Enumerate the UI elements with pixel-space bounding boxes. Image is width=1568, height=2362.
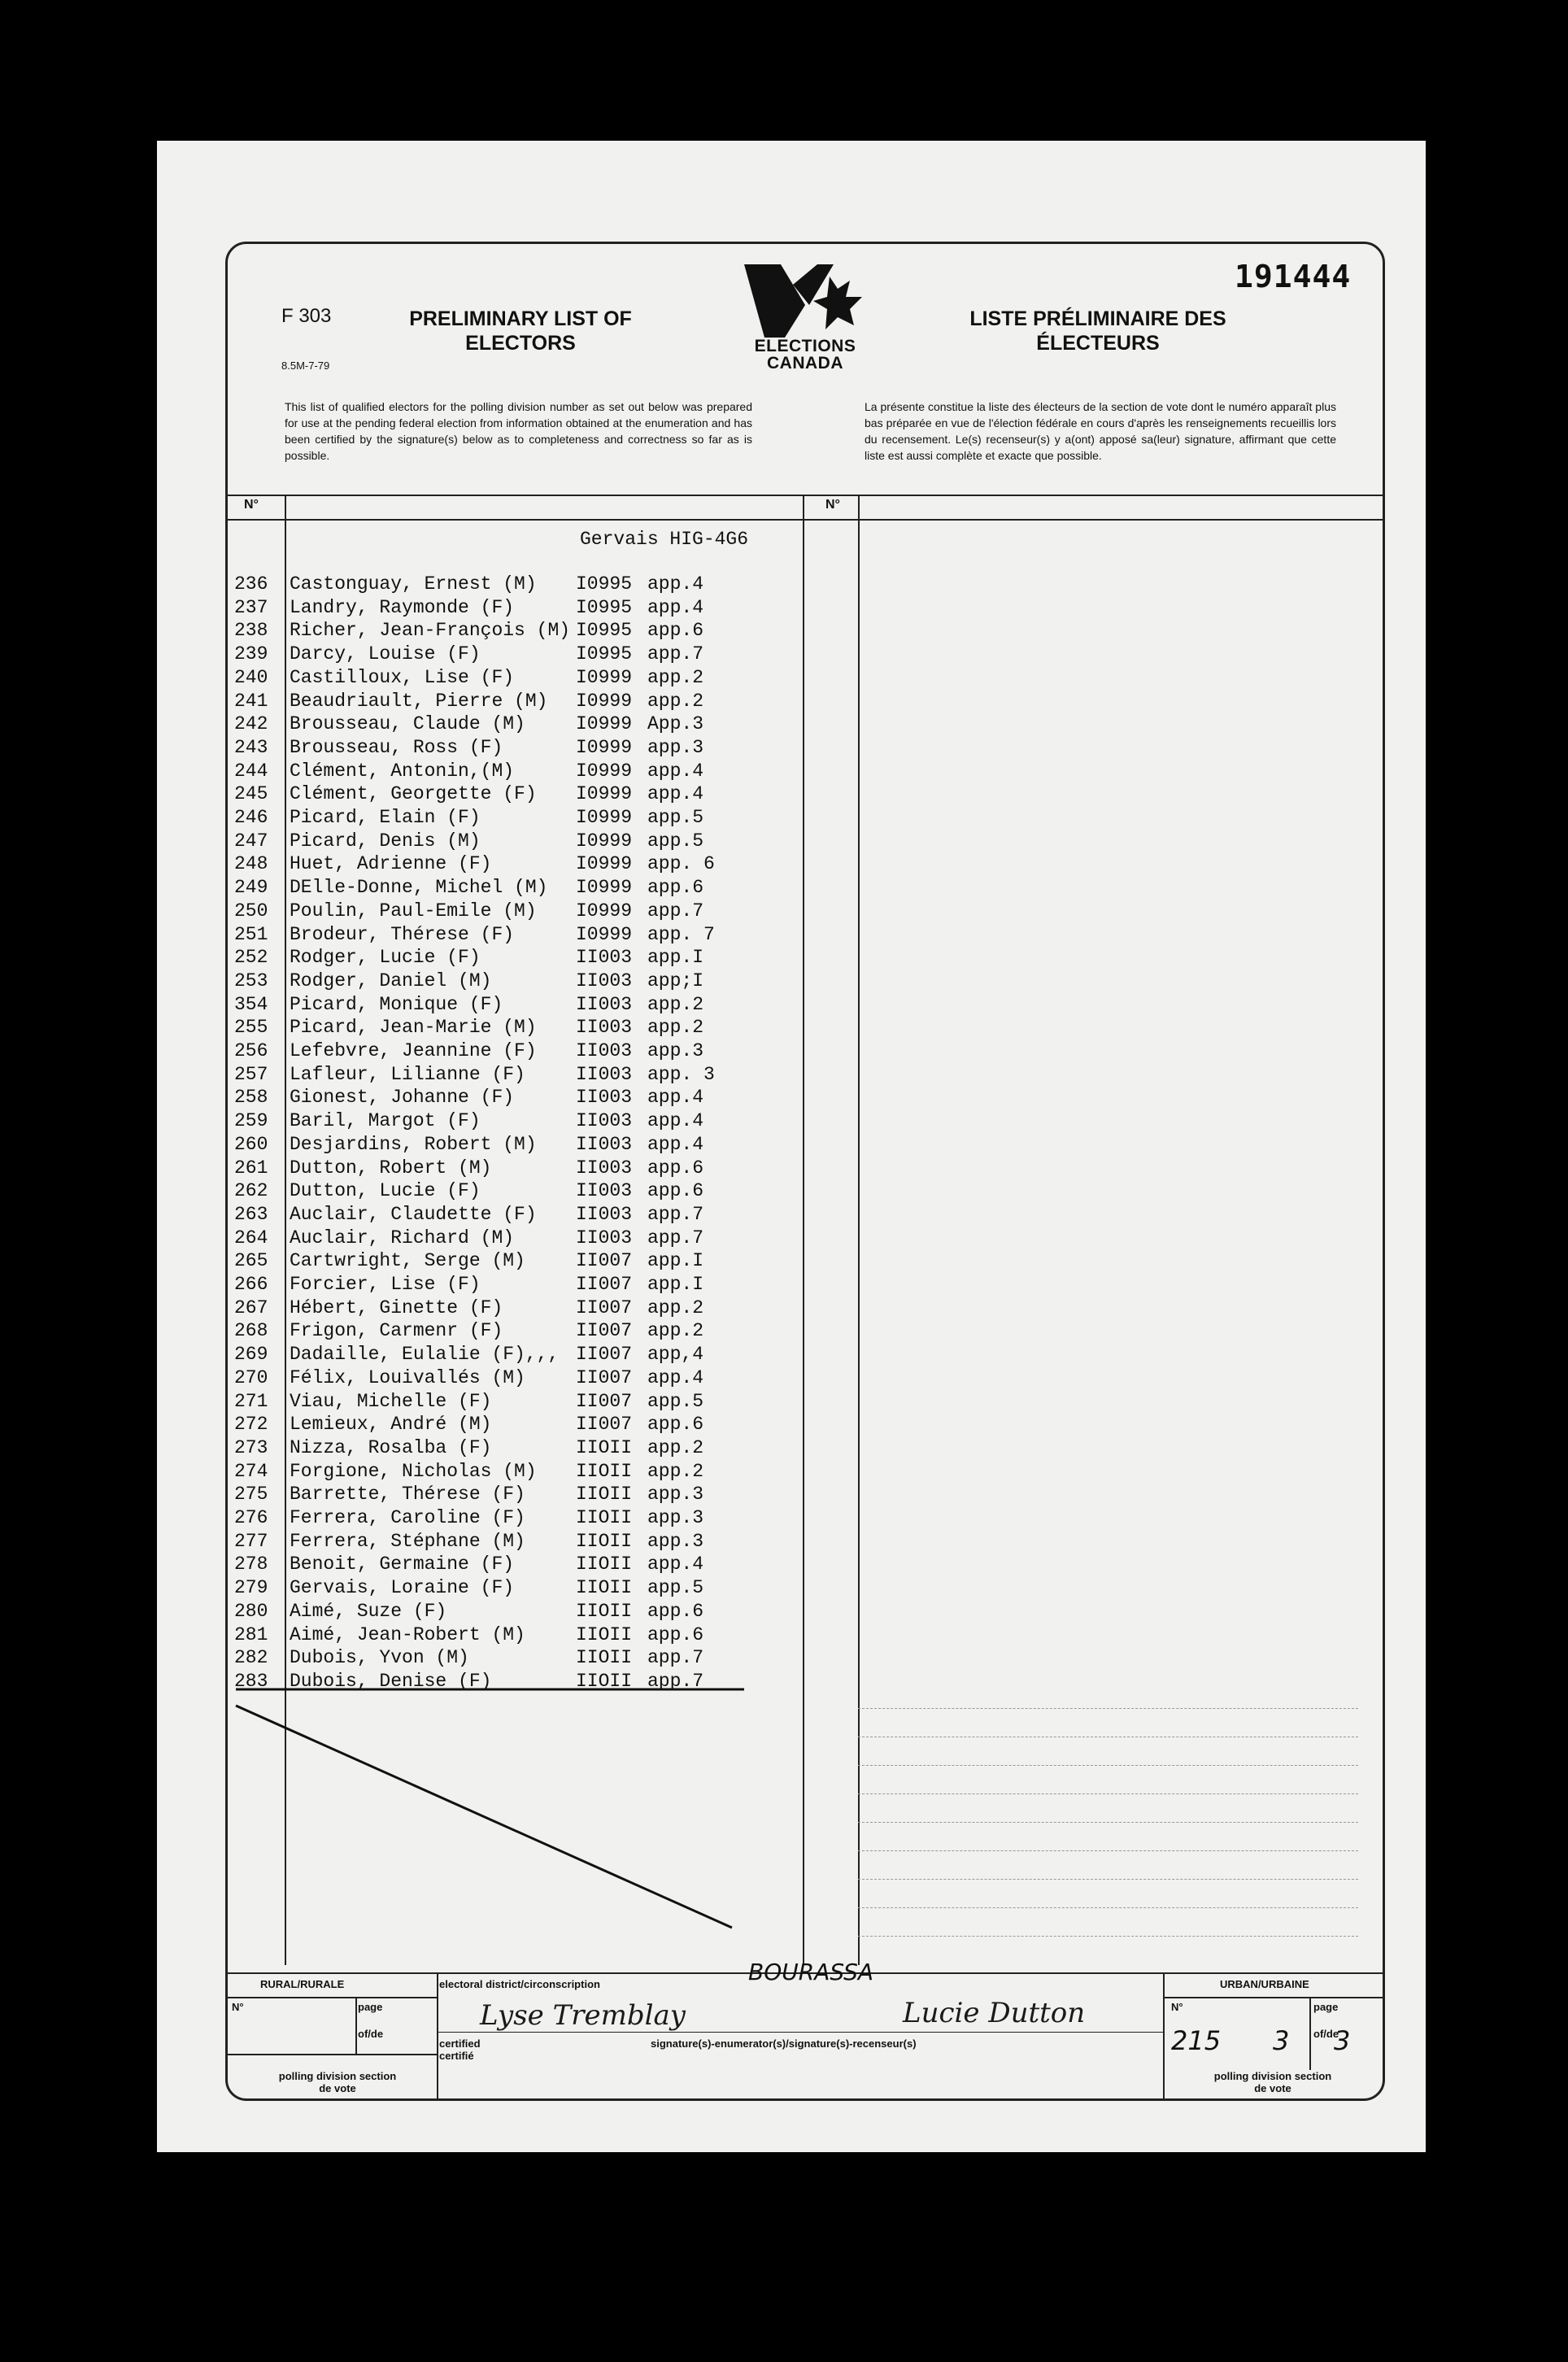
elector-apartment: app.6 xyxy=(647,877,704,899)
elector-number: 268 xyxy=(234,1320,268,1342)
elector-name: Nizza, Rosalba (F) xyxy=(290,1436,492,1458)
elector-name: Dutton, Robert (M) xyxy=(290,1157,492,1179)
elector-address: II007 xyxy=(576,1320,633,1342)
elector-apartment: app.6 xyxy=(647,1623,704,1645)
elector-address: I0999 xyxy=(576,877,633,899)
footer-rule-urban xyxy=(1163,1997,1385,1998)
elector-number: 246 xyxy=(234,807,268,828)
elector-number: 239 xyxy=(234,643,268,665)
elector-address: I0999 xyxy=(576,900,633,922)
number-column-label-left: N° xyxy=(244,498,259,512)
elector-address: II003 xyxy=(576,1087,633,1109)
elector-address: II003 xyxy=(576,1157,633,1179)
footer-rule-rural-2 xyxy=(225,2054,437,2055)
elector-number: 238 xyxy=(234,620,268,642)
elector-address: I0999 xyxy=(576,830,633,852)
footer-divider-left xyxy=(437,1972,438,2101)
elector-name: Forcier, Lise (F) xyxy=(290,1274,481,1295)
elector-name: Landry, Raymonde (F) xyxy=(290,596,515,618)
elector-number: 249 xyxy=(234,877,268,899)
elector-address: II003 xyxy=(576,1017,633,1039)
elector-address: II007 xyxy=(576,1390,633,1412)
elector-address: II003 xyxy=(576,947,633,969)
elector-apartment: app.7 xyxy=(647,643,704,665)
elector-apartment: app.4 xyxy=(647,1554,704,1575)
elector-name: Brousseau, Ross (F) xyxy=(290,736,503,758)
elector-name: Poulin, Paul-Emile (M) xyxy=(290,900,537,922)
elector-address: I0999 xyxy=(576,736,633,758)
elector-name: Clément, Antonin,(M) xyxy=(290,760,515,782)
form-date: 8.5M-7-79 xyxy=(281,360,330,372)
elector-apartment: app.6 xyxy=(647,1600,704,1622)
elector-address: II003 xyxy=(576,1063,633,1085)
elector-number: 250 xyxy=(234,900,268,922)
elector-apartment: app.2 xyxy=(647,1296,704,1318)
elector-name: Forgione, Nicholas (M) xyxy=(290,1460,537,1482)
footer-rule-rural xyxy=(225,1997,437,1998)
elector-apartment: app.3 xyxy=(647,1040,704,1061)
elector-number: 280 xyxy=(234,1600,268,1622)
elector-address: II007 xyxy=(576,1414,633,1436)
elector-name: Darcy, Louise (F) xyxy=(290,643,481,665)
elector-name: Cartwright, Serge (M) xyxy=(290,1250,525,1272)
elector-name: Picard, Jean-Marie (M) xyxy=(290,1017,537,1039)
urban-no-label: N° xyxy=(1171,2001,1183,2013)
elector-number: 264 xyxy=(234,1227,268,1249)
elector-name: Hébert, Ginette (F) xyxy=(290,1296,503,1318)
elector-apartment: app.2 xyxy=(647,1017,704,1039)
serial-number: 191444 xyxy=(1235,259,1352,294)
elector-apartment: app.3 xyxy=(647,736,704,758)
elector-name: Aimé, Suze (F) xyxy=(290,1600,447,1622)
elector-address: II007 xyxy=(576,1344,633,1366)
elector-address: IIOII xyxy=(576,1647,633,1669)
elector-address: I0999 xyxy=(576,783,633,805)
elector-apartment: app.2 xyxy=(647,690,704,712)
elector-apartment: app.3 xyxy=(647,1507,704,1528)
rural-of-label: of/de xyxy=(358,2028,384,2040)
elector-apartment: app.I xyxy=(647,1250,704,1272)
elector-apartment: app.7 xyxy=(647,1670,704,1692)
elector-name: Brodeur, Thérese (F) xyxy=(290,923,515,945)
signature-label: signature(s)-enumerator(s)/signature(s)-recenseur(s) xyxy=(651,2037,917,2050)
urban-label: URBAN/URBAINE xyxy=(1220,1978,1309,1990)
rural-page-label: page xyxy=(358,2001,383,2013)
elector-number: 278 xyxy=(234,1554,268,1575)
elector-name: Auclair, Claudette (F) xyxy=(290,1203,537,1225)
elector-address: II003 xyxy=(576,1227,633,1249)
elector-address: II003 xyxy=(576,1133,633,1155)
elector-apartment: app.4 xyxy=(647,783,704,805)
elector-address: II003 xyxy=(576,1110,633,1132)
elector-apartment: app.5 xyxy=(647,1577,704,1599)
logo-text xyxy=(736,338,874,372)
elector-name: Castilloux, Lise (F) xyxy=(290,666,515,688)
elector-address: IIOII xyxy=(576,1530,633,1552)
elector-address: IIOII xyxy=(576,1600,633,1622)
elector-address: I0999 xyxy=(576,853,633,875)
elector-number: 261 xyxy=(234,1157,268,1179)
elector-number: 253 xyxy=(234,970,268,991)
elector-address: II003 xyxy=(576,993,633,1015)
elector-number: 247 xyxy=(234,830,268,852)
elector-address: II003 xyxy=(576,970,633,991)
elector-name: Gervais, Loraine (F) xyxy=(290,1577,515,1599)
elector-apartment: app.7 xyxy=(647,1647,704,1669)
elector-number: 263 xyxy=(234,1203,268,1225)
elector-name: Benoit, Germaine (F) xyxy=(290,1554,515,1575)
signature-enumerator-2: Lucie Dutton xyxy=(903,1997,1086,2029)
elector-number: 273 xyxy=(234,1436,268,1458)
elector-apartment: app.2 xyxy=(647,1436,704,1458)
elector-apartment: app. 3 xyxy=(647,1063,715,1085)
elector-address: IIOII xyxy=(576,1507,633,1528)
elector-address: II007 xyxy=(576,1274,633,1295)
elector-address: IIOII xyxy=(576,1436,633,1458)
elector-address: I0999 xyxy=(576,807,633,828)
logo-line-1: ELECTIONS xyxy=(754,337,856,355)
elector-address: I0995 xyxy=(576,620,633,642)
elector-number: 240 xyxy=(234,666,268,688)
elector-address: II003 xyxy=(576,1040,633,1061)
elector-number: 243 xyxy=(234,736,268,758)
title-english: PRELIMINARY LIST OF ELECTORS xyxy=(409,307,632,355)
elector-apartment: app,4 xyxy=(647,1344,704,1366)
elector-apartment: app.4 xyxy=(647,573,704,595)
elector-address: II003 xyxy=(576,1203,633,1225)
elector-number: 274 xyxy=(234,1460,268,1482)
elector-apartment: app.5 xyxy=(647,807,704,828)
rural-no-label: N° xyxy=(232,2001,244,2013)
elector-address: I0999 xyxy=(576,666,633,688)
elector-apartment: App.3 xyxy=(647,713,704,735)
street-heading: Gervais HIG-4G6 xyxy=(580,529,749,550)
elector-apartment: app.4 xyxy=(647,596,704,618)
elector-address: IIOII xyxy=(576,1670,633,1692)
elector-apartment: app.I xyxy=(647,1274,704,1295)
polling-division-number: 215 xyxy=(1171,2025,1222,2056)
logo-line-2: CANADA xyxy=(767,354,843,373)
elector-name: Gionest, Johanne (F) xyxy=(290,1087,515,1109)
elector-name: Lafleur, Lilianne (F) xyxy=(290,1063,525,1085)
elector-name: Félix, Louivallés (M) xyxy=(290,1366,525,1388)
elector-number: 241 xyxy=(234,690,268,712)
elector-apartment: app.2 xyxy=(647,666,704,688)
elector-apartment: app.7 xyxy=(647,900,704,922)
district-label: electoral district/circonscription xyxy=(439,1978,600,1990)
elector-name: Clément, Georgette (F) xyxy=(290,783,537,805)
elector-number: 271 xyxy=(234,1390,268,1412)
column-header-rule xyxy=(225,519,1385,521)
elector-number: 279 xyxy=(234,1577,268,1599)
elector-number: 262 xyxy=(234,1180,268,1202)
footer-divider-right xyxy=(1163,1972,1165,2101)
elector-number: 260 xyxy=(234,1133,268,1155)
signature-line xyxy=(437,2032,1163,2033)
elector-number: 236 xyxy=(234,573,268,595)
elector-apartment: app.6 xyxy=(647,1180,704,1202)
elector-address: I0999 xyxy=(576,713,633,735)
elector-address: II007 xyxy=(576,1366,633,1388)
elector-name: Rodger, Lucie (F) xyxy=(290,947,481,969)
elector-number: 281 xyxy=(234,1623,268,1645)
elector-name: Ferrera, Caroline (F) xyxy=(290,1507,525,1528)
header-rule xyxy=(225,495,1385,496)
elector-number: 282 xyxy=(234,1647,268,1669)
elector-number: 257 xyxy=(234,1063,268,1085)
elector-address: IIOII xyxy=(576,1554,633,1575)
elector-name: Beaudriault, Pierre (M) xyxy=(290,690,548,712)
elector-address: II003 xyxy=(576,1180,633,1202)
elector-address: IIOII xyxy=(576,1460,633,1482)
elector-name: Desjardins, Robert (M) xyxy=(290,1133,537,1155)
elector-number: 259 xyxy=(234,1110,268,1132)
elector-name: Castonguay, Ernest (M) xyxy=(290,573,537,595)
elector-name: Rodger, Daniel (M) xyxy=(290,970,492,991)
elector-apartment: app.2 xyxy=(647,1460,704,1482)
elector-number: 251 xyxy=(234,923,268,945)
elector-name: Dubois, Yvon (M) xyxy=(290,1647,469,1669)
elector-address: I0995 xyxy=(576,596,633,618)
elector-number: 277 xyxy=(234,1530,268,1552)
elector-address: I0999 xyxy=(576,690,633,712)
elector-address: II007 xyxy=(576,1250,633,1272)
elector-name: Dutton, Lucie (F) xyxy=(290,1180,481,1202)
elector-address: I0999 xyxy=(576,923,633,945)
column-divider-mid-2 xyxy=(858,495,860,1965)
elector-name: Picard, Elain (F) xyxy=(290,807,481,828)
elector-apartment: app.7 xyxy=(647,1227,704,1249)
elector-number: 270 xyxy=(234,1366,268,1388)
elector-apartment: app.3 xyxy=(647,1484,704,1506)
elector-name: Aimé, Jean-Robert (M) xyxy=(290,1623,525,1645)
elector-name: Dadaille, Eulalie (F),,, xyxy=(290,1344,560,1366)
elector-name: Lemieux, André (M) xyxy=(290,1414,492,1436)
elector-apartment: app.6 xyxy=(647,1157,704,1179)
urban-polling-label: polling division section de vote xyxy=(1213,2070,1332,2094)
intro-english: This list of qualified electors for the polling division number as set out below was prepared for use at the pending federal election from information obtained at the enumeration and has been certified by the signature(s) below as to completeness and correctness so far as is possible. xyxy=(285,400,752,462)
elector-apartment: app.7 xyxy=(647,1203,704,1225)
elector-apartment: app.I xyxy=(647,947,704,969)
elector-number: 252 xyxy=(234,947,268,969)
elector-number: 237 xyxy=(234,596,268,618)
elector-address: IIOII xyxy=(576,1484,633,1506)
elector-name: DElle-Donne, Michel (M) xyxy=(290,877,548,899)
elector-apartment: app.4 xyxy=(647,760,704,782)
elector-number: 283 xyxy=(234,1670,268,1692)
elector-name: Viau, Michelle (F) xyxy=(290,1390,492,1412)
elector-apartment: app;I xyxy=(647,970,704,991)
elector-name: Dubois, Denise (F) xyxy=(290,1670,492,1692)
elector-address: I0999 xyxy=(576,760,633,782)
elector-number: 242 xyxy=(234,713,268,735)
rural-polling-label: polling division section de vote xyxy=(278,2070,397,2094)
elector-number: 265 xyxy=(234,1250,268,1272)
rural-label: RURAL/RURALE xyxy=(260,1978,345,1990)
elector-name: Barrette, Thérese (F) xyxy=(290,1484,525,1506)
elector-number: 269 xyxy=(234,1344,268,1366)
page-of: 3 xyxy=(1334,2025,1351,2056)
elector-number: 275 xyxy=(234,1484,268,1506)
elector-name: Richer, Jean-François (M) xyxy=(290,620,571,642)
elector-number: 256 xyxy=(234,1040,268,1061)
elector-apartment: app.4 xyxy=(647,1366,704,1388)
elector-address: I0995 xyxy=(576,573,633,595)
elector-apartment: app.2 xyxy=(647,1320,704,1342)
elector-name: Frigon, Carmenr (F) xyxy=(290,1320,503,1342)
elector-apartment: app.4 xyxy=(647,1087,704,1109)
footer-divider-urban-page xyxy=(1309,1997,1311,2070)
urban-page-label: page xyxy=(1313,2001,1339,2013)
title-french: LISTE PRÉLIMINAIRE DES ÉLECTEURS xyxy=(969,307,1226,355)
elector-name: Picard, Monique (F) xyxy=(290,993,503,1015)
elector-apartment: app.5 xyxy=(647,1390,704,1412)
elector-number: 245 xyxy=(234,783,268,805)
elector-apartment: app.3 xyxy=(647,1530,704,1552)
urban-of-label: of/de xyxy=(1313,2028,1339,2040)
elector-address: IIOII xyxy=(576,1623,633,1645)
elector-number: 267 xyxy=(234,1296,268,1318)
district-value: BOURASSA xyxy=(748,1959,874,1985)
elector-apartment: app.6 xyxy=(647,1414,704,1436)
elector-name: Picard, Denis (M) xyxy=(290,830,481,852)
elector-number: 258 xyxy=(234,1087,268,1109)
elector-name: Baril, Margot (F) xyxy=(290,1110,481,1132)
elector-name: Lefebvre, Jeannine (F) xyxy=(290,1040,537,1061)
number-column-label-right: N° xyxy=(825,498,840,512)
elector-number: 255 xyxy=(234,1017,268,1039)
elector-apartment: app. 7 xyxy=(647,923,715,945)
intro-french: La présente constitue la liste des électeurs de la section de vote dont le numéro apparaît plus bas préparée en vue de l'élection fédérale en cours d'après les renseignements recueillis lors du recensement. Le(s) recenseur(s) y a(ont) apposé sa(leur) signature, affirmant que cette liste est aussi complète et exacte que possible. xyxy=(865,400,1336,462)
elector-name: Ferrera, Stéphane (M) xyxy=(290,1530,525,1552)
elector-number: 354 xyxy=(234,993,268,1015)
signature-enumerator-1: Lyse Tremblay xyxy=(480,1999,686,2032)
certified-label: certified certifié xyxy=(439,2037,481,2062)
elector-number: 248 xyxy=(234,853,268,875)
elector-name: Huet, Adrienne (F) xyxy=(290,853,492,875)
elector-address: II007 xyxy=(576,1296,633,1318)
column-divider-mid-1 xyxy=(803,495,804,1965)
end-of-list-strike xyxy=(228,1684,756,1936)
elector-apartment: app.5 xyxy=(647,830,704,852)
elector-apartment: app.6 xyxy=(647,620,704,642)
elector-number: 266 xyxy=(234,1274,268,1295)
elector-apartment: app. 6 xyxy=(647,853,715,875)
elector-apartment: app.4 xyxy=(647,1133,704,1155)
elector-address: I0995 xyxy=(576,643,633,665)
footer-divider-rural-page xyxy=(355,1997,357,2054)
elector-apartment: app.4 xyxy=(647,1110,704,1132)
page-number: 3 xyxy=(1273,2025,1290,2056)
elector-name: Auclair, Richard (M) xyxy=(290,1227,515,1249)
elector-apartment: app.2 xyxy=(647,993,704,1015)
elector-address: IIOII xyxy=(576,1577,633,1599)
elector-number: 272 xyxy=(234,1414,268,1436)
elector-number: 244 xyxy=(234,760,268,782)
elector-number: 276 xyxy=(234,1507,268,1528)
elector-name: Brousseau, Claude (M) xyxy=(290,713,525,735)
form-number: F 303 xyxy=(281,305,332,327)
